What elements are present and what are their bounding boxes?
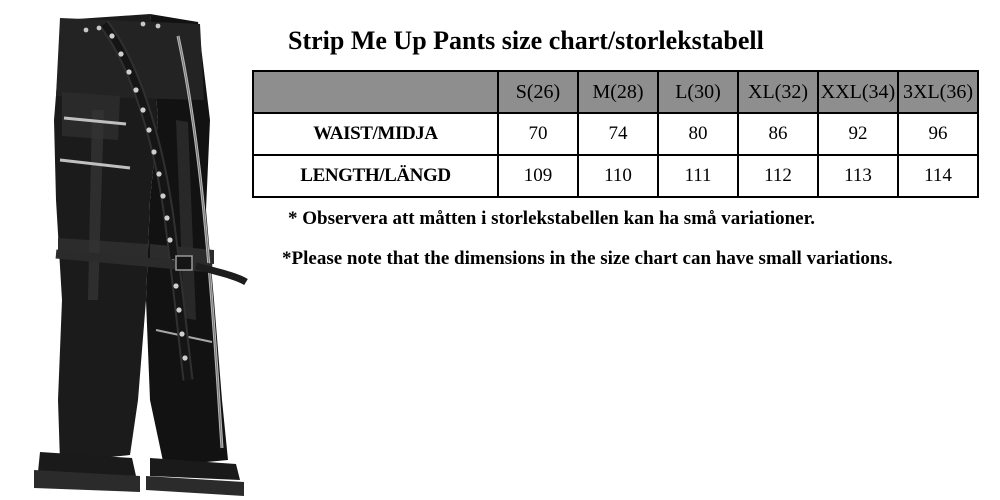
table-header-row <box>253 71 978 113</box>
size-header-xl: XL(32) <box>738 71 818 113</box>
knee-buckle <box>176 256 192 270</box>
notes-section <box>282 205 978 285</box>
table-row <box>253 155 978 197</box>
chart-content <box>250 0 1000 500</box>
table-body <box>253 113 978 197</box>
cargo-pocket <box>62 92 120 140</box>
size-header-l: L(30) <box>658 71 738 113</box>
waist-m: 74 <box>578 113 658 155</box>
note-english: *Please note that the dimensions in the size chart can have small variations. <box>282 248 893 269</box>
length-3xl: 114 <box>898 155 978 197</box>
size-header-s: S(26) <box>498 71 578 113</box>
size-header-3xl: 3XL(36) <box>898 71 978 113</box>
size-header-m: M(28) <box>578 71 658 113</box>
note-swedish: * Observera att måtten i storlekstabellen kan ha små variationer. <box>288 208 816 229</box>
waist-xl: 86 <box>738 113 818 155</box>
length-xl: 112 <box>738 155 818 197</box>
length-xxl: 113 <box>818 155 898 197</box>
length-l: 111 <box>658 155 738 197</box>
waist-l: 80 <box>658 113 738 155</box>
row-label-length: LENGTH/LÄNGD <box>253 155 498 197</box>
waist-3xl: 96 <box>898 113 978 155</box>
page-title: Strip Me Up Pants size chart/storlekstabell <box>288 26 764 55</box>
length-m: 110 <box>578 155 658 197</box>
table-row <box>253 113 978 155</box>
waist-s: 70 <box>498 113 578 155</box>
waist-xxl: 92 <box>818 113 898 155</box>
table-header <box>253 71 978 113</box>
size-chart-table <box>252 70 979 198</box>
row-label-waist: WAIST/MIDJA <box>253 113 498 155</box>
pants-illustration <box>0 0 250 500</box>
length-s: 109 <box>498 155 578 197</box>
table-corner-cell <box>253 71 498 113</box>
product-photo <box>0 0 250 500</box>
size-header-xxl: XXL(34) <box>818 71 898 113</box>
